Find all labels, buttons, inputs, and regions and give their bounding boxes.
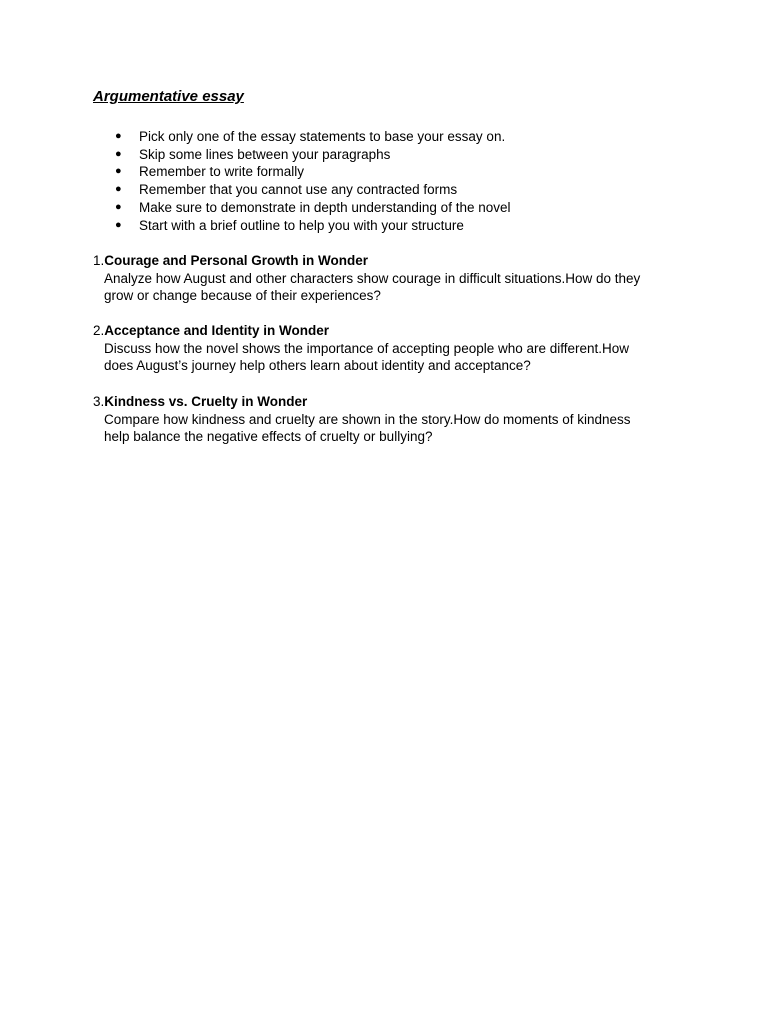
- prompt-body: [93, 411, 683, 446]
- bullet-icon: ●: [115, 147, 122, 160]
- prompt-title: Acceptance and Identity in Wonder: [104, 323, 330, 338]
- instruction-text: Make sure to demonstrate in depth understanding of the novel: [139, 199, 511, 215]
- instruction-text: Start with a brief outline to help you with your structure: [139, 217, 464, 233]
- bullet-icon: ●: [115, 165, 122, 178]
- instruction-text: Pick only one of the essay statements to base your essay on.: [139, 129, 506, 144]
- bullet-icon: ●: [115, 183, 122, 196]
- prompt-title: Courage and Personal Growth in Wonder: [104, 253, 369, 268]
- prompt-number: 2.: [93, 323, 105, 338]
- essay-prompt: [93, 252, 683, 305]
- prompt-body: [93, 270, 683, 305]
- prompt-body-line: Compare how kindness and cruelty are shown in the story.How do moments of kindness: [104, 411, 631, 427]
- instruction-item: [93, 128, 511, 146]
- prompt-heading: [93, 252, 683, 270]
- instruction-text: Remember that you cannot use any contracted forms: [139, 182, 458, 198]
- instruction-item: [93, 181, 511, 199]
- bullet-icon: ●: [115, 200, 122, 213]
- prompt-body: [93, 340, 683, 375]
- prompt-body-line: Discuss how the novel shows the importance of accepting people who are different.How: [104, 340, 630, 356]
- prompt-heading: [93, 322, 683, 340]
- prompt-body-line: help balance the negative effects of cruelty or bullying?: [104, 429, 433, 445]
- bullet-icon: ●: [115, 130, 122, 142]
- prompt-body-line: does August’s journey help others learn about identity and acceptance?: [104, 358, 531, 374]
- instruction-item: [93, 199, 511, 217]
- prompt-body-line: Analyze how August and other characters show courage in difficult situations.How do they: [104, 270, 641, 286]
- instruction-item: [93, 146, 511, 164]
- instructions-list: [93, 128, 511, 234]
- document-title: Argumentative essay: [93, 88, 244, 105]
- bullet-icon: ●: [115, 218, 122, 231]
- prompt-title: Kindness vs. Cruelty in Wonder: [104, 394, 308, 409]
- essay-prompt: [93, 322, 683, 375]
- prompt-heading: [93, 393, 683, 411]
- prompt-number: 3.: [93, 394, 105, 409]
- essay-prompt: [93, 393, 683, 446]
- prompt-body-line: grow or change because of their experiences?: [104, 288, 381, 304]
- instruction-item: [93, 163, 511, 181]
- instruction-text: Skip some lines between your paragraphs: [139, 146, 391, 162]
- instruction-text: Remember to write formally: [139, 164, 305, 180]
- instruction-item: [93, 217, 511, 235]
- prompt-number: 1.: [93, 253, 105, 268]
